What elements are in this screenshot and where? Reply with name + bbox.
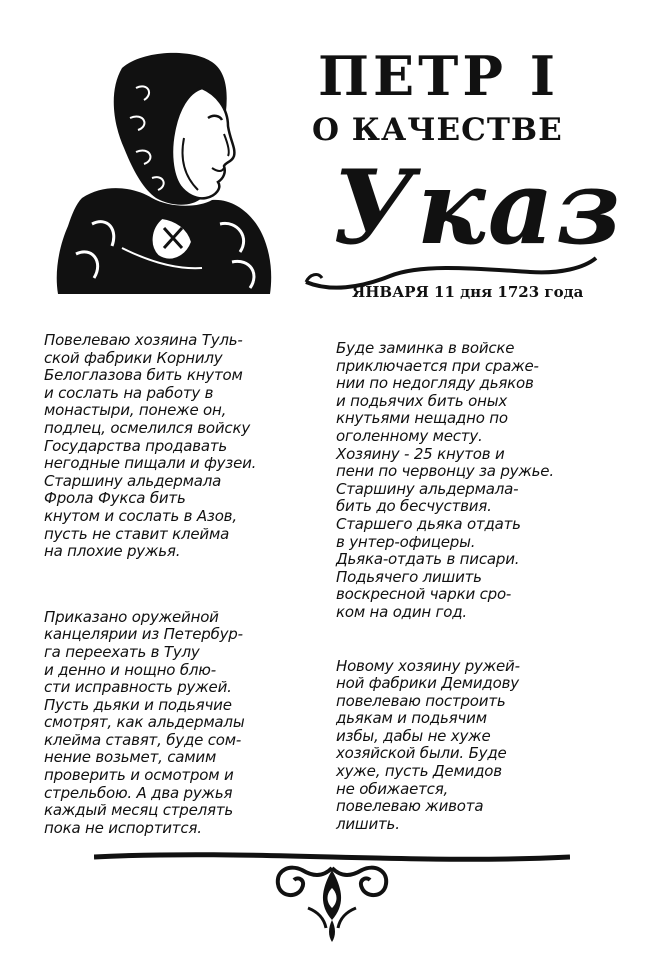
right-paragraph-1: Буде заминка в войске приключается при сраже- нии по недогляду дьяков и подьячих бить оных кнутьями нещадно по оголенному месту. Хозяину - 25 кнутов и пени по червонцу за ружье. Старшину альдермала- бить до бесчуствия. Старшего дьяка отдать в унтер-офицеры. Дьяка-отдать в писари. Подьячего лишить воскресной чарки сро- ком на один год. (336, 339, 554, 621)
title-line-1: ПЕТР I (318, 44, 560, 108)
title-decree: Указ (332, 148, 623, 268)
right-paragraph-2: Новому хозяину ружей- ной фабрики Демидову повелеваю построить дьякам и подьячим избы, дабы не хуже хозяйской были. Буде хуже, пусть Демидов не обижается, повелеваю живота лишить. (336, 656, 520, 833)
floral-ornament-icon (262, 858, 402, 946)
right-column (336, 340, 606, 833)
left-paragraph-1: Повелеваю хозяина Туль- ской фабрики Корнилу Белоглазова бить кнутом и сослать на работу в монастыри, понеже он, подлец, осмелился войску Государства продавать негодные пищали и фузеи. Старшину альдермала Фрола Фукса бить кнутом и сослать в Азов, пусть не ставит клейма на плохие ружья. (44, 331, 257, 561)
decree-date: ЯНВАРЯ 11 дня 1723 года (352, 283, 584, 301)
title-line-2: О КАЧЕСТВЕ (312, 112, 563, 148)
left-paragraph-2: Приказано оружейной канцелярии из Петербур- га переехать в Тулу и денно и нощно блю- сти исправность ружей. Пусть дьяки и подьячие смотрят, как альдермалы клейма ставят, буде сом- нение возьмет, самим проверить и осмотром и стрельбою. А два ружья каждый месяц стрелять пока не испортится. (44, 607, 245, 837)
peter-portrait-illustration (52, 48, 274, 296)
left-column (44, 332, 314, 837)
